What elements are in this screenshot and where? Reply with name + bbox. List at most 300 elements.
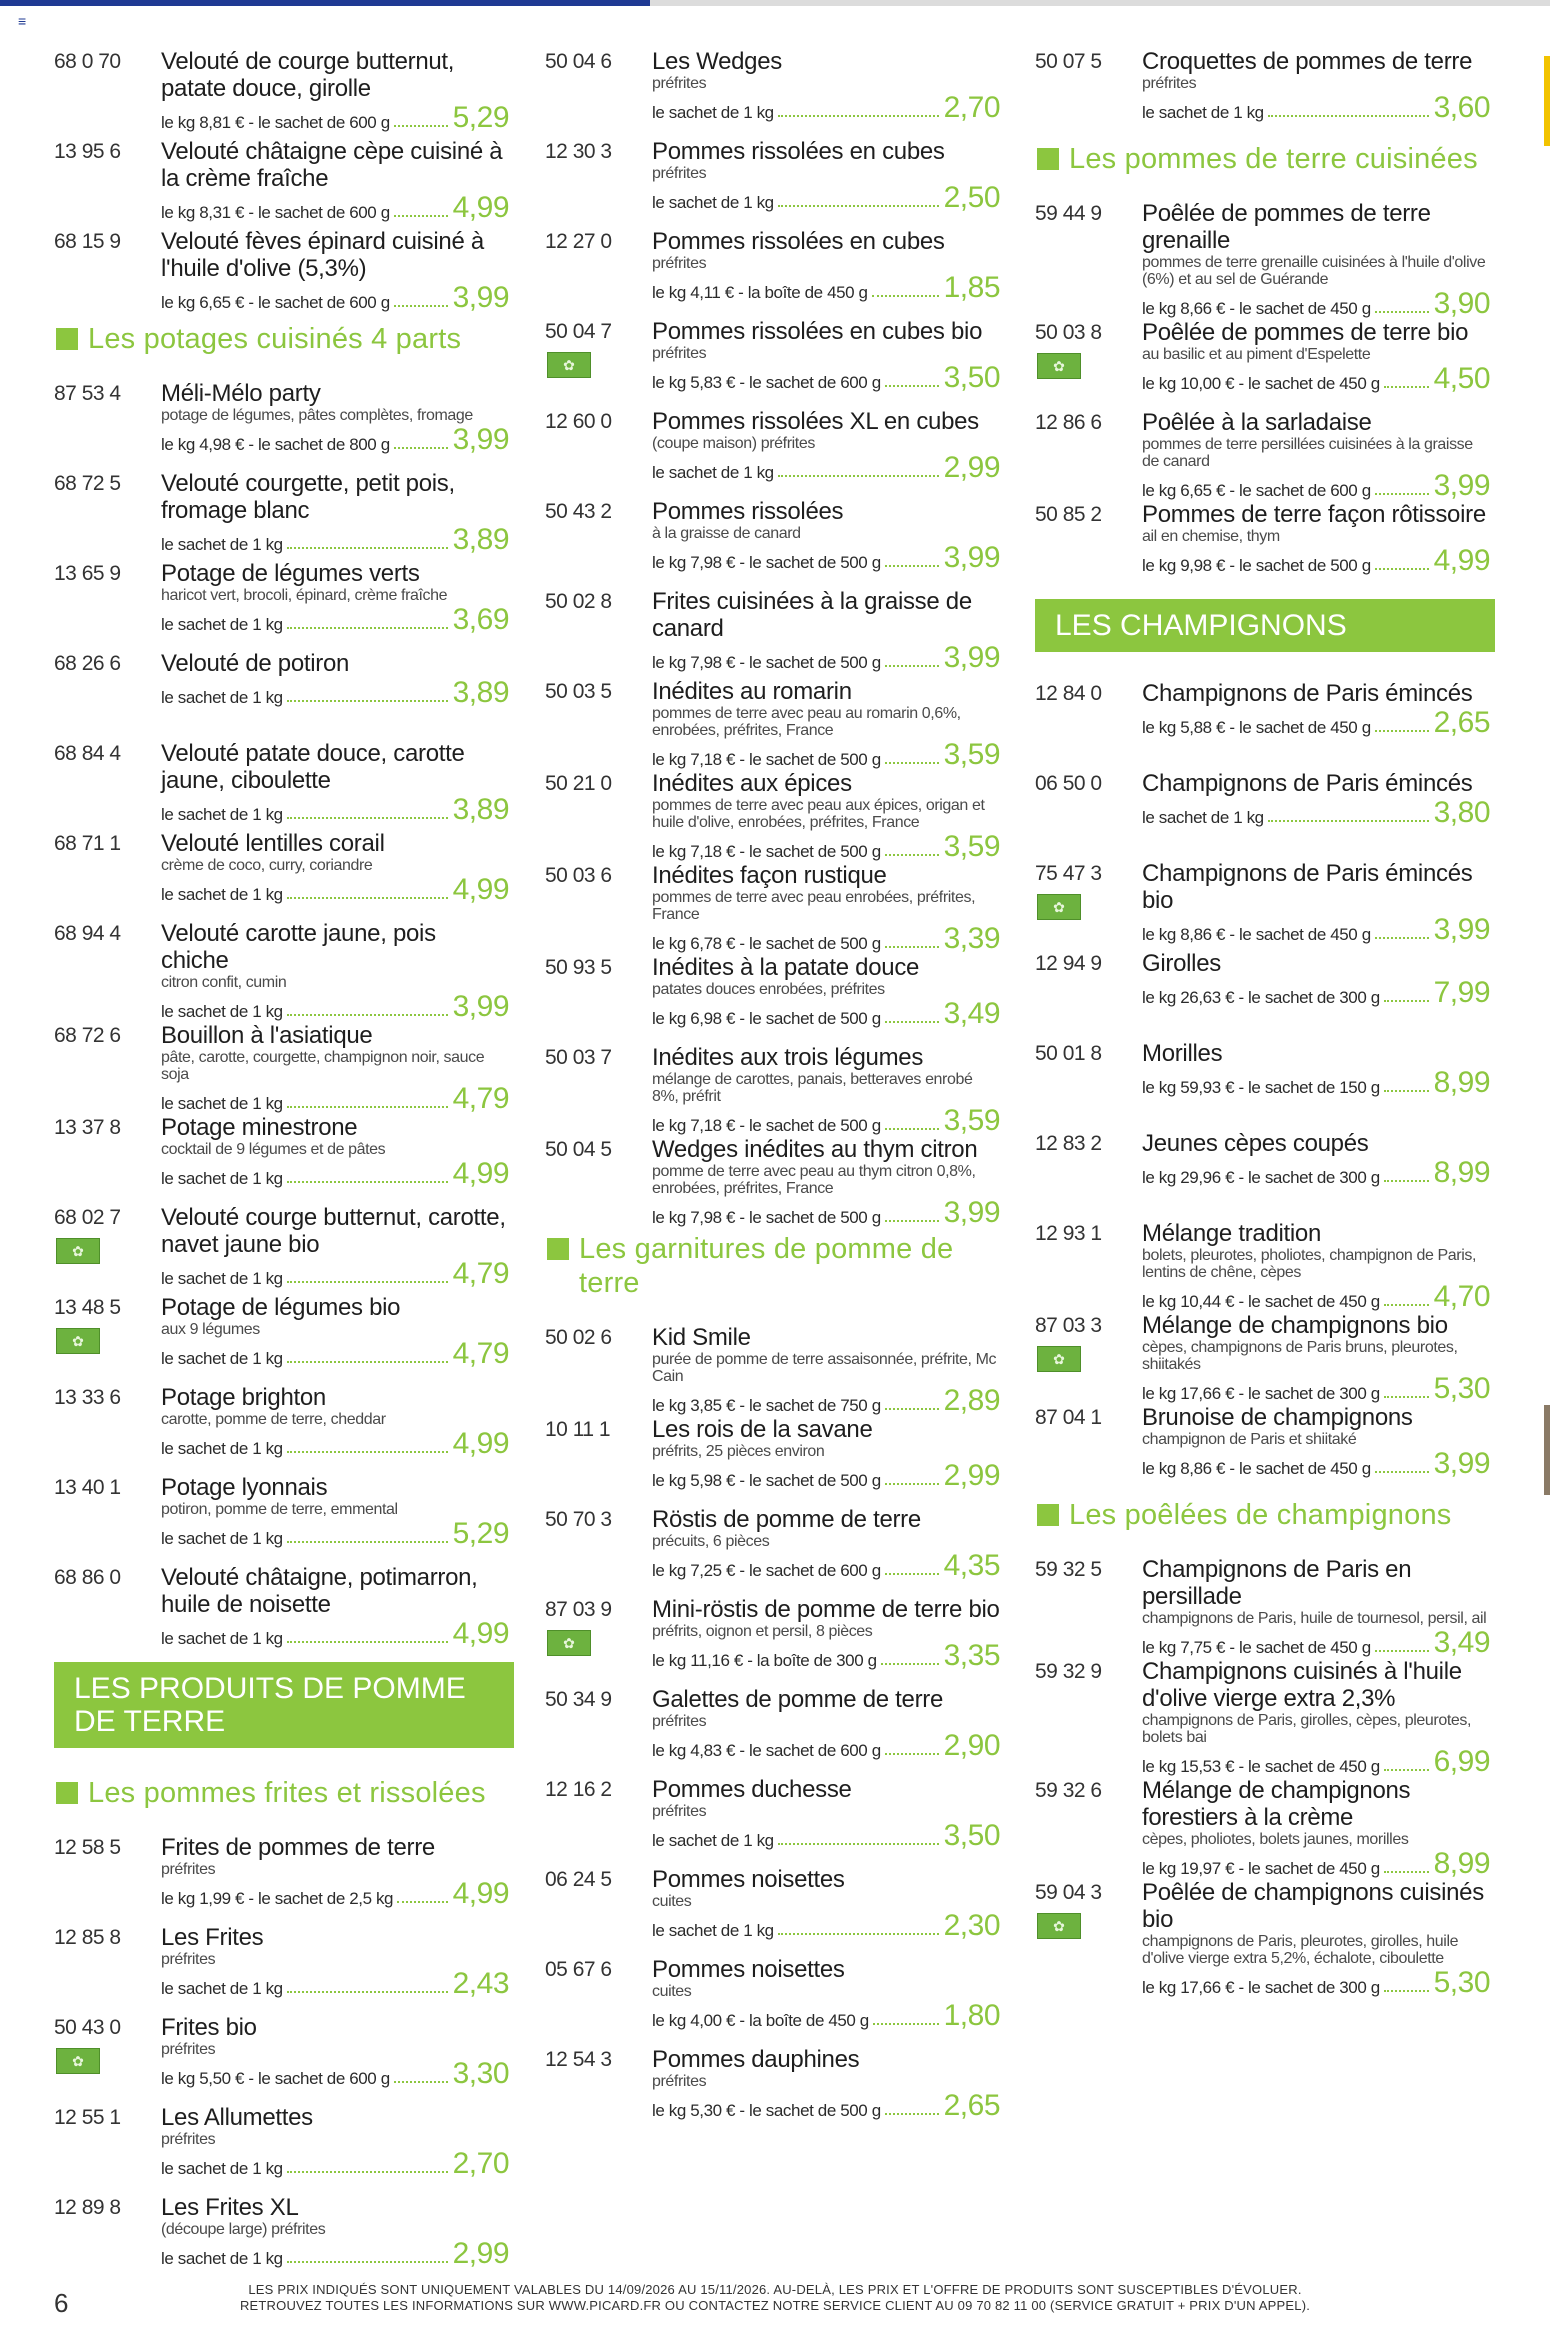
section-subheading — [54, 1776, 514, 1810]
product-price: 3,90 — [1433, 287, 1490, 320]
product-price: 3,50 — [943, 1819, 1000, 1852]
product-name: Inédites aux trois légumes — [652, 1044, 924, 1071]
price-line — [1142, 1747, 1490, 1777]
product-price: 4,70 — [1433, 1280, 1490, 1313]
product-details — [652, 1956, 1000, 2031]
product-item[interactable] — [545, 678, 1005, 770]
product-price: 3,99 — [943, 541, 1000, 574]
product-price: 4,99 — [1433, 544, 1490, 577]
unit-price: le sachet de 1 kg — [161, 1094, 283, 1113]
product-item[interactable] — [54, 1022, 514, 1114]
product-description: mélange de carottes, panais, betteraves enrobé 8%, préfrit — [652, 1071, 973, 1105]
product-item[interactable] — [54, 228, 514, 318]
dotted-leader — [1375, 493, 1429, 495]
price-line — [161, 2239, 509, 2269]
product-description: pommes de terre avec peau au romarin 0,6%, enrobées, préfrites, France — [652, 705, 961, 739]
product-description: crème de coco, curry, coriandre — [161, 857, 373, 874]
footer-line-2: RETROUVEZ TOUTES LES INFORMATIONS SUR WWW.PICARD.FR OU CONTACTEZ NOTRE SERVICE CLIENT AU 09 70 82 11 00 (SERVICE GRATUIT + PRIX D'UN APPEL). — [239, 2298, 1311, 2313]
product-item[interactable] — [1035, 1658, 1495, 1777]
product-item[interactable] — [1035, 319, 1495, 409]
unit-price: le sachet de 1 kg — [161, 1349, 283, 1368]
menu-icon[interactable]: ≡ — [18, 13, 27, 29]
product-item[interactable] — [1035, 409, 1495, 501]
dotted-leader — [394, 447, 448, 449]
product-name: Röstis de pomme de terre — [652, 1506, 921, 1533]
product-details — [161, 1564, 509, 1649]
price-line — [1142, 798, 1490, 828]
product-item[interactable] — [545, 498, 1005, 588]
product-item[interactable] — [545, 1776, 1005, 1866]
dotted-leader — [885, 762, 939, 764]
unit-price: le kg 5,30 € - le sachet de 500 g — [652, 2101, 881, 2120]
price-line — [652, 1641, 1000, 1671]
product-price: 3,59 — [943, 830, 1000, 863]
product-price: 2,90 — [943, 1729, 1000, 1762]
product-item[interactable] — [54, 920, 514, 1022]
product-price: 1,85 — [943, 271, 1000, 304]
product-name: Mélange de champignons forestiers à la crème — [1142, 1777, 1411, 1831]
product-name: Brunoise de champignons — [1142, 1404, 1413, 1431]
product-name: Pommes dauphines — [652, 2046, 860, 2073]
product-code: 75 47 3 — [1035, 862, 1102, 885]
product-details — [1142, 409, 1490, 501]
product-item[interactable] — [1035, 680, 1495, 770]
price-line — [652, 740, 1000, 770]
product-item[interactable] — [1035, 1130, 1495, 1220]
product-description: pâte, carotte, courgette, champignon noir, sauce soja — [161, 1049, 485, 1083]
product-price: 3,69 — [452, 603, 509, 636]
price-line — [652, 183, 1000, 213]
product-details — [161, 2194, 509, 2269]
unit-price: le sachet de 1 kg — [161, 1439, 283, 1458]
product-details — [652, 1324, 1000, 1416]
product-code: 12 55 1 — [54, 2106, 121, 2129]
price-line — [1142, 471, 1490, 501]
dotted-leader — [1384, 1396, 1429, 1398]
dotted-leader — [287, 1991, 448, 1993]
product-code: 68 84 4 — [54, 742, 121, 765]
dotted-leader — [1268, 115, 1429, 117]
price-line — [652, 2001, 1000, 2031]
product-price: 1,80 — [943, 1999, 1000, 2032]
section-marker-square — [547, 1238, 569, 1260]
dotted-leader — [885, 385, 939, 387]
bio-leaf-icon: ✿ — [56, 2048, 100, 2074]
product-item[interactable] — [1035, 48, 1495, 138]
dotted-leader — [1375, 1650, 1429, 1652]
product-price: 5,30 — [1433, 1966, 1490, 1999]
price-line — [1142, 364, 1490, 394]
bio-leaf-icon: ✿ — [547, 1630, 591, 1656]
product-item[interactable] — [545, 1044, 1005, 1136]
product-item[interactable] — [54, 1384, 514, 1474]
dotted-leader — [287, 1641, 448, 1643]
price-line — [161, 605, 509, 635]
product-item[interactable] — [545, 1136, 1005, 1228]
product-item[interactable] — [54, 1924, 514, 2014]
unit-price: le sachet de 1 kg — [161, 2159, 283, 2178]
product-code: 50 04 7 — [545, 320, 612, 343]
dotted-leader — [287, 1451, 448, 1453]
product-code: 12 30 3 — [545, 140, 612, 163]
product-price: 5,29 — [452, 1517, 509, 1550]
product-price: 3,99 — [452, 281, 509, 314]
product-item[interactable] — [545, 408, 1005, 498]
product-name: Les Allumettes — [161, 2104, 313, 2131]
unit-price: le kg 9,98 € - le sachet de 500 g — [1142, 556, 1371, 575]
product-item[interactable] — [545, 770, 1005, 862]
unit-price: le kg 4,11 € - la boîte de 450 g — [652, 283, 868, 302]
product-description: préfrites — [652, 255, 707, 272]
unit-price: le sachet de 1 kg — [161, 615, 283, 634]
dotted-leader — [778, 1843, 939, 1845]
product-name: Croquettes de pommes de terre — [1142, 48, 1473, 75]
section-marker-square — [56, 328, 78, 350]
product-item[interactable] — [54, 1564, 514, 1654]
product-item[interactable] — [1035, 1777, 1495, 1879]
product-item[interactable] — [1035, 1312, 1495, 1404]
product-item[interactable] — [54, 2104, 514, 2194]
product-item[interactable] — [545, 318, 1005, 408]
dotted-leader — [885, 1753, 939, 1755]
product-item[interactable] — [1035, 200, 1495, 319]
unit-price: le sachet de 1 kg — [1142, 808, 1264, 827]
section-subheading — [545, 1232, 1005, 1300]
product-details — [1142, 48, 1490, 123]
product-item[interactable] — [54, 2014, 514, 2104]
product-code: 50 04 5 — [545, 1138, 612, 1161]
bio-leaf-icon: ✿ — [1037, 1913, 1081, 1939]
price-line — [652, 1198, 1000, 1228]
dotted-leader — [885, 1573, 939, 1575]
product-item[interactable] — [54, 470, 514, 560]
dotted-leader — [885, 946, 939, 948]
product-code: 12 84 0 — [1035, 682, 1102, 705]
product-description: précuits, 6 pièces — [652, 1533, 770, 1550]
product-item[interactable] — [545, 954, 1005, 1044]
product-item[interactable] — [545, 1956, 1005, 2046]
category-banner: LES CHAMPIGNONS — [1035, 599, 1495, 652]
product-code: 59 44 9 — [1035, 202, 1102, 225]
dotted-leader — [1375, 1471, 1429, 1473]
product-details — [161, 1474, 509, 1549]
price-line — [161, 875, 509, 905]
product-item[interactable] — [545, 1596, 1005, 1686]
dotted-leader — [885, 1408, 939, 1410]
price-line — [652, 1106, 1000, 1136]
unit-price: le sachet de 1 kg — [161, 805, 283, 824]
product-code: 13 37 8 — [54, 1116, 121, 1139]
product-item[interactable] — [54, 48, 514, 138]
product-price: 4,79 — [452, 1082, 509, 1115]
product-details — [161, 1834, 509, 1909]
product-price: 2,89 — [943, 1384, 1000, 1417]
product-item[interactable] — [1035, 1220, 1495, 1312]
product-item[interactable] — [54, 1294, 514, 1384]
product-details — [1142, 1777, 1490, 1879]
dotted-leader — [1375, 568, 1429, 570]
product-item[interactable] — [54, 1204, 514, 1294]
product-item[interactable] — [54, 1834, 514, 1924]
product-item[interactable] — [1035, 1404, 1495, 1494]
product-code: 68 72 5 — [54, 472, 121, 495]
section-subheading-text: Les poêlées de champignons — [1069, 1499, 1452, 1531]
product-details — [652, 1596, 1000, 1671]
product-item[interactable] — [545, 2046, 1005, 2136]
product-code: 13 65 9 — [54, 562, 121, 585]
product-price: 4,50 — [1433, 362, 1490, 395]
product-description: pommes de terre grenaille cuisinées à l'huile d'olive (6%) et au sel de Guérande — [1142, 254, 1486, 288]
product-description: préfrites — [161, 1861, 216, 1878]
unit-price: le kg 7,98 € - le sachet de 500 g — [652, 1208, 881, 1227]
price-line — [161, 1879, 509, 1909]
product-name: Girolles — [1142, 950, 1221, 977]
product-details — [1142, 1404, 1490, 1479]
product-price: 4,79 — [452, 1337, 509, 1370]
price-line — [652, 93, 1000, 123]
product-code: 50 85 2 — [1035, 503, 1102, 526]
product-description: préfrites — [1142, 75, 1197, 92]
price-line — [1142, 1374, 1490, 1404]
product-details — [652, 498, 1000, 573]
product-code: 10 11 1 — [545, 1418, 611, 1441]
product-item[interactable] — [545, 1686, 1005, 1776]
column-2 — [545, 48, 1005, 2136]
product-price: 4,99 — [452, 1157, 509, 1190]
product-description: haricot vert, brocoli, épinard, crème fraîche — [161, 587, 448, 604]
product-item[interactable] — [1035, 860, 1495, 950]
product-price: 3,30 — [452, 2057, 509, 2090]
product-details — [652, 1044, 1000, 1136]
product-code: 50 01 8 — [1035, 1042, 1102, 1065]
dotted-leader — [872, 295, 939, 297]
product-item[interactable] — [1035, 770, 1495, 860]
product-price: 7,99 — [1433, 976, 1490, 1009]
price-line — [1142, 708, 1490, 738]
unit-price: le kg 19,97 € - le sachet de 450 g — [1142, 1859, 1380, 1878]
product-code: 68 02 7 — [54, 1206, 121, 1229]
price-line — [652, 1551, 1000, 1581]
unit-price: le sachet de 1 kg — [161, 2249, 283, 2268]
product-name: Velouté châtaigne, potimarron, huile de noisette — [161, 1564, 478, 1618]
product-code: 87 04 1 — [1035, 1406, 1102, 1429]
dotted-leader — [287, 700, 448, 702]
product-details — [652, 1416, 1000, 1491]
product-item[interactable] — [1035, 950, 1495, 1040]
section-subheading — [1035, 142, 1495, 176]
dotted-leader — [778, 205, 939, 207]
price-line — [652, 999, 1000, 1029]
product-description: préfrites — [652, 165, 707, 182]
unit-price: le kg 4,98 € - le sachet de 800 g — [161, 435, 390, 454]
product-code: 12 27 0 — [545, 230, 612, 253]
unit-price: le kg 59,93 € - le sachet de 150 g — [1142, 1078, 1380, 1097]
product-details — [1142, 1312, 1490, 1404]
product-details — [1142, 950, 1490, 1008]
unit-price: le sachet de 1 kg — [161, 1002, 283, 1021]
product-description: au basilic et au piment d'Espelette — [1142, 346, 1371, 363]
product-details — [652, 408, 1000, 483]
product-item[interactable] — [545, 1324, 1005, 1416]
product-item[interactable] — [1035, 1040, 1495, 1130]
product-description: champignon de Paris et shiitaké — [1142, 1431, 1357, 1448]
unit-price: le kg 1,99 € - le sachet de 2,5 kg — [161, 1889, 394, 1908]
price-line — [1142, 1158, 1490, 1188]
dotted-leader — [885, 565, 939, 567]
product-item[interactable] — [54, 2194, 514, 2284]
product-code: 12 83 2 — [1035, 1132, 1102, 1155]
product-item[interactable] — [54, 380, 514, 470]
unit-price: le kg 15,53 € - le sachet de 450 g — [1142, 1757, 1380, 1776]
product-name: Champignons cuisinés à l'huile d'olive vierge extra 2,3% — [1142, 1658, 1462, 1712]
product-code: 12 94 9 — [1035, 952, 1102, 975]
unit-price: le sachet de 1 kg — [161, 1269, 283, 1288]
product-item[interactable] — [54, 1474, 514, 1564]
product-code: 13 48 5 — [54, 1296, 121, 1319]
price-line — [161, 1519, 509, 1549]
product-price: 3,59 — [943, 1104, 1000, 1137]
product-item[interactable] — [1035, 1556, 1495, 1658]
product-details — [652, 954, 1000, 1029]
product-details — [161, 1924, 509, 1999]
product-price: 5,30 — [1433, 1372, 1490, 1405]
product-price: 3,59 — [943, 738, 1000, 771]
product-price: 3,89 — [452, 793, 509, 826]
product-code: 06 24 5 — [545, 1868, 612, 1891]
unit-price: le kg 6,65 € - le sachet de 600 g — [1142, 481, 1371, 500]
product-code: 59 32 5 — [1035, 1558, 1102, 1581]
product-name: Mélange tradition — [1142, 1220, 1322, 1247]
bio-leaf-icon: ✿ — [56, 1238, 100, 1264]
product-name: Wedges inédites au thym citron — [652, 1136, 978, 1163]
category-banner: LES PRODUITS DE POMME DE TERRE — [54, 1662, 514, 1748]
product-description: cuites — [652, 1983, 692, 2000]
dotted-leader — [778, 475, 939, 477]
price-line — [1142, 546, 1490, 576]
unit-price: le kg 10,00 € - le sachet de 450 g — [1142, 374, 1380, 393]
product-code: 50 70 3 — [545, 1508, 612, 1531]
unit-price: le kg 5,88 € - le sachet de 450 g — [1142, 718, 1371, 737]
price-line — [652, 1461, 1000, 1491]
product-price: 3,35 — [943, 1639, 1000, 1672]
product-item[interactable] — [54, 740, 514, 830]
unit-price: le kg 29,96 € - le sachet de 300 g — [1142, 1168, 1380, 1187]
unit-price: le kg 7,18 € - le sachet de 500 g — [652, 1116, 881, 1135]
dotted-leader — [1384, 1180, 1429, 1182]
product-price: 2,99 — [452, 2237, 509, 2270]
product-item[interactable] — [545, 1506, 1005, 1596]
product-item[interactable] — [1035, 1879, 1495, 1998]
price-line — [1142, 1282, 1490, 1312]
product-code: 68 71 1 — [54, 832, 121, 855]
price-line — [652, 453, 1000, 483]
product-price: 2,70 — [452, 2147, 509, 2180]
product-item[interactable] — [54, 650, 514, 740]
price-line — [161, 1259, 509, 1289]
product-item[interactable] — [545, 138, 1005, 228]
product-code: 50 02 6 — [545, 1326, 612, 1349]
product-name: Velouté carotte jaune, pois chiche — [161, 920, 436, 974]
product-description: préfrites — [652, 2073, 707, 2090]
bio-leaf-icon: ✿ — [547, 352, 591, 378]
product-description: champignons de Paris, pleurotes, girolles, huile d'olive vierge extra 5,2%, échalote, ciboulette — [1142, 1933, 1459, 1967]
product-details — [652, 588, 1000, 673]
product-details — [1142, 200, 1490, 319]
product-item[interactable] — [545, 1866, 1005, 1956]
product-description: cèpes, pholiotes, bolets jaunes, morilles — [1142, 1831, 1409, 1848]
product-description: préfrits, 25 pièces environ — [652, 1443, 825, 1460]
section-subheading — [54, 322, 514, 356]
unit-price: le sachet de 1 kg — [161, 688, 283, 707]
product-details — [652, 678, 1000, 770]
product-item[interactable] — [545, 1416, 1005, 1506]
unit-price: le kg 5,98 € - le sachet de 500 g — [652, 1471, 881, 1490]
product-item[interactable] — [1035, 501, 1495, 591]
price-line — [652, 832, 1000, 862]
product-item[interactable] — [54, 830, 514, 920]
product-name: Velouté châtaigne cèpe cuisiné à la crème fraîche — [161, 138, 503, 192]
product-code: 50 34 9 — [545, 1688, 612, 1711]
product-name: Velouté courge butternut, carotte, navet jaune bio — [161, 1204, 506, 1258]
product-code: 68 86 0 — [54, 1566, 121, 1589]
product-details — [1142, 1130, 1490, 1188]
dotted-leader — [287, 1014, 448, 1016]
product-code: 50 02 8 — [545, 590, 612, 613]
price-line — [161, 525, 509, 555]
product-name: Pommes noisettes — [652, 1956, 845, 1983]
product-code: 59 04 3 — [1035, 1881, 1102, 1904]
product-details — [1142, 1220, 1490, 1312]
dotted-leader — [885, 2113, 939, 2115]
product-code: 12 93 1 — [1035, 1222, 1102, 1245]
product-details — [1142, 1040, 1490, 1098]
product-name: Pommes duchesse — [652, 1776, 852, 1803]
price-line — [652, 1386, 1000, 1416]
column-3 — [1035, 48, 1495, 1998]
product-item[interactable] — [54, 138, 514, 228]
product-details — [1142, 1658, 1490, 1777]
product-item[interactable] — [545, 588, 1005, 678]
product-name: Frites bio — [161, 2014, 257, 2041]
unit-price: le sachet de 1 kg — [161, 1529, 283, 1548]
product-price: 5,29 — [452, 101, 509, 134]
product-description: pommes de terre avec peau enrobées, préfrites, France — [652, 889, 976, 923]
product-item[interactable] — [54, 1114, 514, 1204]
product-description: cocktail de 9 légumes et de pâtes — [161, 1141, 386, 1158]
dotted-leader — [287, 2171, 448, 2173]
unit-price: le kg 4,00 € - la boîte de 450 g — [652, 2011, 869, 2030]
product-item[interactable] — [545, 228, 1005, 318]
product-price: 3,99 — [452, 423, 509, 456]
product-price: 3,89 — [452, 523, 509, 556]
product-description: ail en chemise, thym — [1142, 528, 1280, 545]
price-line — [1142, 1068, 1490, 1098]
product-name: Les Frites — [161, 1924, 264, 1951]
product-details — [652, 1506, 1000, 1581]
price-line — [161, 1084, 509, 1114]
product-item[interactable] — [54, 560, 514, 650]
product-details — [652, 48, 1000, 123]
unit-price: le sachet de 1 kg — [652, 1921, 774, 1940]
product-item[interactable] — [545, 48, 1005, 138]
product-price: 4,99 — [452, 1877, 509, 1910]
product-code: 12 89 8 — [54, 2196, 121, 2219]
dotted-leader — [394, 2081, 448, 2083]
product-details — [1142, 770, 1490, 828]
page-number: 6 — [54, 2288, 69, 2318]
product-name: Champignons de Paris émincés — [1142, 680, 1473, 707]
product-item[interactable] — [545, 862, 1005, 954]
